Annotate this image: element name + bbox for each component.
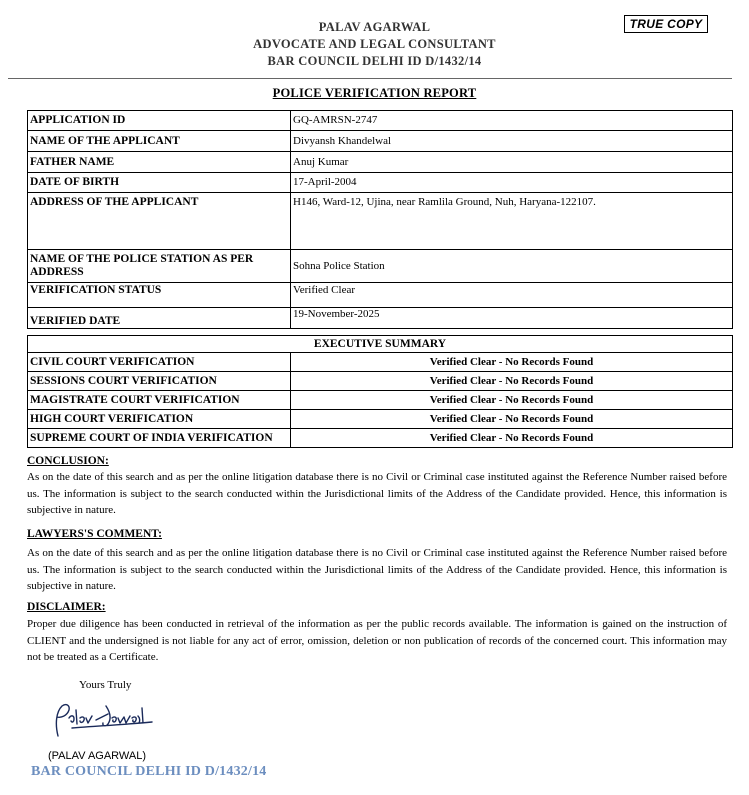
info-value-father-name: Anuj Kumar: [291, 152, 733, 173]
yours-truly: Yours Truly: [79, 679, 132, 691]
closing-bar-id: BAR COUNCIL DELHI ID D/1432/14: [31, 764, 267, 779]
table-row: [28, 131, 733, 152]
info-label-date-of-birth: DATE OF BIRTH: [28, 173, 291, 193]
exec-value-supreme-court: Verified Clear - No Records Found: [291, 429, 733, 448]
exec-label-sessions-court: SESSIONS COURT VERIFICATION: [28, 372, 291, 391]
exec-label-high-court: HIGH COURT VERIFICATION: [28, 410, 291, 429]
info-value-police-station: Sohna Police Station: [291, 250, 733, 283]
disclaimer-heading: DISCLAIMER:: [27, 601, 106, 613]
table-row: [28, 111, 733, 131]
table-row: [28, 283, 733, 308]
table-row: [28, 391, 733, 410]
table-row: [28, 353, 733, 372]
disclaimer-text: Proper due diligence has been conducted in retrieval of the information as per the public records available. The information is gained on the instruction of CLIENT and the undersigned is not liable for any act of error, omission, deletion or non publication of records of the concerned court. This information may not be treated as a Certificate.: [27, 618, 727, 663]
table-row: [28, 173, 733, 193]
true-copy-stamp: TRUE COPY: [624, 15, 708, 33]
info-value-verified-date: 19-November-2025: [291, 308, 733, 329]
table-row: [28, 372, 733, 391]
table-row: [28, 152, 733, 173]
info-label-address: ADDRESS OF THE APPLICANT: [28, 193, 291, 250]
applicant-info-table: [27, 110, 733, 329]
table-row: [28, 410, 733, 429]
header-divider: [8, 78, 732, 79]
exec-label-civil-court: CIVIL COURT VERIFICATION: [28, 353, 291, 372]
info-value-application-id: GQ-AMRSN-2747: [291, 111, 733, 131]
info-label-application-id: APPLICATION ID: [28, 111, 291, 131]
info-value-applicant-name: Divyansh Khandelwal: [291, 131, 733, 152]
info-label-applicant-name: NAME OF THE APPLICANT: [28, 131, 291, 152]
table-row: [28, 336, 733, 353]
lawyers-comment-heading: LAWYERS'S COMMENT:: [27, 528, 162, 540]
table-row: [28, 250, 733, 283]
letterhead: [0, 19, 749, 70]
advocate-name: PALAV AGARWAL: [318, 20, 431, 34]
exec-value-civil-court: Verified Clear - No Records Found: [291, 353, 733, 372]
advocate-designation: ADVOCATE AND LEGAL CONSULTANT: [253, 37, 496, 51]
executive-summary-table: [27, 335, 733, 448]
exec-value-magistrate-court: Verified Clear - No Records Found: [291, 391, 733, 410]
lawyers-comment-text: As on the date of this search and as per the online litigation database there is no Civil or Criminal case instituted against the Reference Number raised before us. The information is subject to the search conducted within the Jurisdictional limits of the Address of the Candidate provided. Hence, this information is subjective in nature.: [27, 547, 727, 592]
report-title: POLICE VERIFICATION REPORT: [272, 86, 477, 100]
info-value-verification-status: Verified Clear: [291, 283, 733, 308]
exec-value-high-court: Verified Clear - No Records Found: [291, 410, 733, 429]
info-label-verification-status: VERIFICATION STATUS: [28, 283, 291, 308]
conclusion-text: As on the date of this search and as per the online litigation database there is no Civil or Criminal case instituted against the Reference Number raised before us. The information is subject to the search conducted within the Jurisdictional limits of the Address of the Candidate provided. Hence, this information is subjective in nature.: [27, 471, 727, 516]
info-label-father-name: FATHER NAME: [28, 152, 291, 173]
info-value-address: H146, Ward-12, Ujina, near Ramlila Ground, Nuh, Haryana-122107.: [291, 193, 733, 250]
info-value-date-of-birth: 17-April-2004: [291, 173, 733, 193]
conclusion-heading: CONCLUSION:: [27, 455, 109, 467]
exec-label-supreme-court: SUPREME COURT OF INDIA VERIFICATION: [28, 429, 291, 448]
table-row: [28, 429, 733, 448]
info-label-verified-date: VERIFIED DATE: [28, 308, 291, 329]
executive-summary-title: EXECUTIVE SUMMARY: [28, 336, 733, 353]
signatory-name: (PALAV AGARWAL): [48, 750, 147, 762]
exec-label-magistrate-court: MAGISTRATE COURT VERIFICATION: [28, 391, 291, 410]
info-label-police-station: NAME OF THE POLICE STATION AS PER ADDRESS: [28, 250, 291, 283]
letterhead-bar-id: BAR COUNCIL DELHI ID D/1432/14: [267, 54, 482, 68]
signature-image: [52, 696, 162, 746]
table-row: [28, 308, 733, 329]
exec-value-sessions-court: Verified Clear - No Records Found: [291, 372, 733, 391]
table-row: [28, 193, 733, 250]
